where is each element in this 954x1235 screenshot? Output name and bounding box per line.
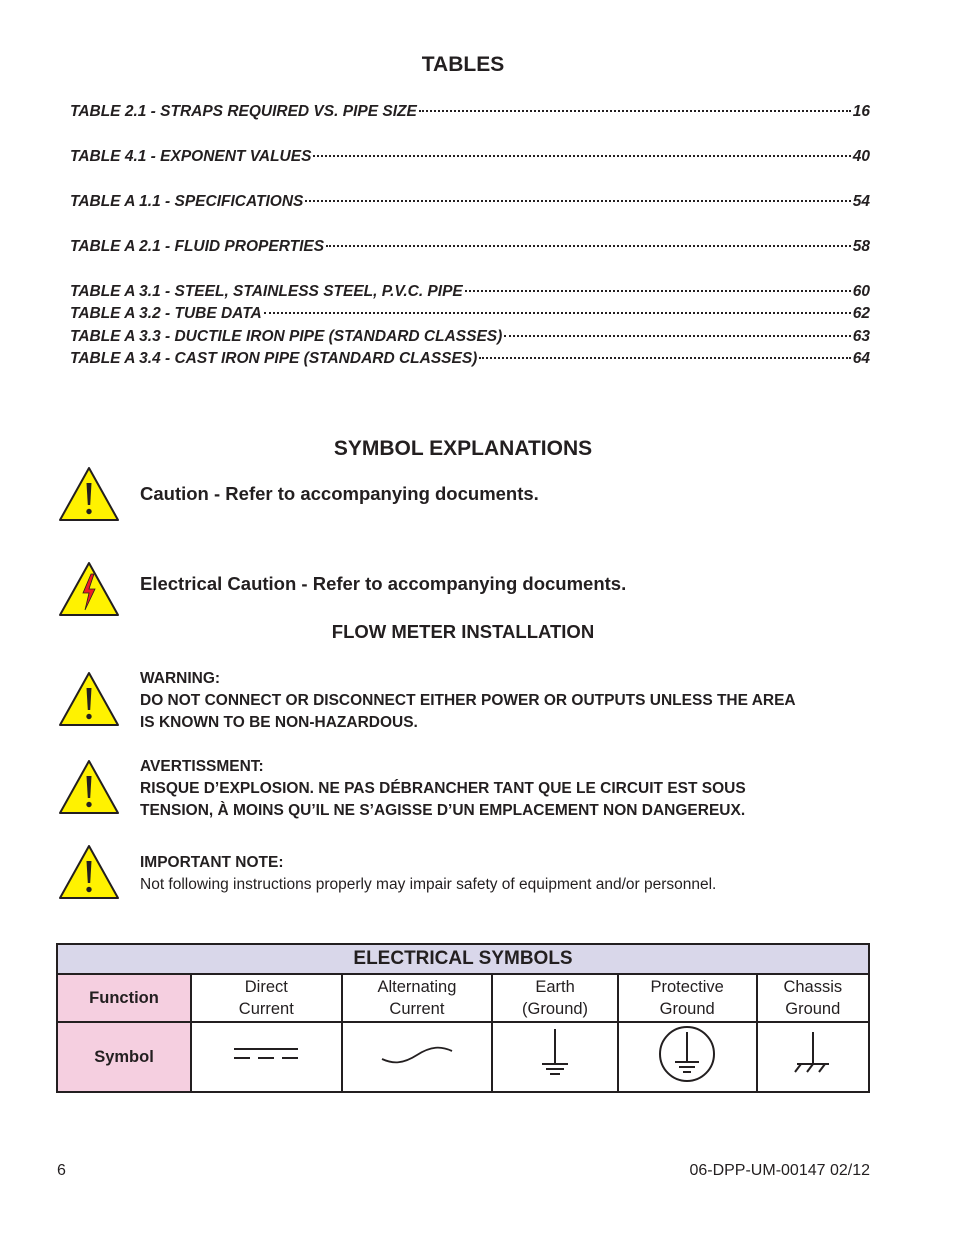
toc-entry-label: TABLE A 1.1 - SPECIFICATIONS: [70, 193, 304, 210]
page-number: 6: [57, 1162, 66, 1179]
symbol-cell: [492, 1022, 618, 1092]
important-note-block: [140, 852, 716, 896]
avertissement-line: RISQUE D’EXPLOSION. NE PAS DÉBRANCHER TANT QUE LE CIRCUIT EST SOUS: [140, 780, 746, 797]
symbol-label: Symbol: [57, 1022, 191, 1092]
warning-heading: WARNING:: [140, 670, 221, 687]
caution-warning-icon: [57, 465, 121, 523]
electrical-caution-icon: [57, 560, 121, 618]
toc-entry-page: 40: [852, 148, 870, 165]
toc-entry-label: TABLE A 3.3 - DUCTILE IRON PIPE (STANDARD CLASSES): [70, 328, 503, 345]
toc-entry-label: TABLE 2.1 - STRAPS REQUIRED VS. PIPE SIZE: [70, 103, 417, 120]
avertissement-line: TENSION, À MOINS QU’IL NE S’AGISSE D’UN EMPLACEMENT NON DANGEREUX.: [140, 802, 746, 819]
toc-entry[interactable]: [70, 282, 870, 302]
toc-entry[interactable]: [70, 192, 870, 212]
tables-title: TABLES: [421, 53, 505, 76]
installation-title: FLOW METER INSTALLATION: [331, 621, 595, 642]
important-note-icon: [57, 843, 121, 901]
symbol-cell: [618, 1022, 757, 1092]
warning-block: [140, 668, 796, 734]
avertissement-block: [140, 756, 746, 822]
caution-text: Caution - Refer to accompanying documents.: [140, 483, 539, 504]
toc-entry[interactable]: [70, 102, 870, 122]
alternating-current-icon: [377, 1042, 457, 1066]
toc-entry-page: 64: [852, 350, 870, 367]
direct-current-icon: [226, 1042, 306, 1066]
toc-entry-label: TABLE A 3.1 - STEEL, STAINLESS STEEL, P.V.C. PIPE: [70, 283, 463, 300]
symbols-title: SYMBOL EXPLANATIONS: [333, 437, 593, 460]
protective-ground-icon: [657, 1024, 717, 1084]
warning-line: IS KNOWN TO BE NON-HAZARDOUS.: [140, 714, 418, 731]
toc-entry[interactable]: [70, 349, 870, 369]
avertissement-icon: [57, 758, 121, 816]
function-cell: Earth (Ground): [492, 974, 618, 1022]
chassis-ground-icon: [791, 1028, 835, 1080]
document-id: 06-DPP-UM-00147 02/12: [689, 1162, 870, 1179]
important-note-heading: IMPORTANT NOTE:: [140, 854, 284, 871]
toc-entry[interactable]: [70, 327, 870, 347]
toc-entry[interactable]: [70, 237, 870, 257]
warning-line: DO NOT CONNECT OR DISCONNECT EITHER POWER OR OUTPUTS UNLESS THE AREA: [140, 692, 796, 709]
toc-entry-page: 58: [852, 238, 870, 255]
symbol-cell: [342, 1022, 493, 1092]
function-cell: Direct Current: [191, 974, 342, 1022]
warning-icon: [57, 670, 121, 728]
toc-entry-page: 16: [852, 103, 870, 120]
electrical-caution-text: Electrical Caution - Refer to accompanying documents.: [140, 573, 627, 594]
electrical-symbols-table: [56, 943, 870, 1093]
toc-entry-label: TABLE 4.1 - EXPONENT VALUES: [70, 148, 312, 165]
toc-entry-page: 54: [852, 193, 870, 210]
toc-entry[interactable]: [70, 147, 870, 167]
avertissement-heading: AVERTISSMENT:: [140, 758, 264, 775]
toc-entry[interactable]: [70, 304, 870, 324]
function-cell: Protective Ground: [618, 974, 757, 1022]
important-note-text: Not following instructions properly may impair safety of equipment and/or personnel.: [140, 876, 717, 893]
toc-entry-label: TABLE A 3.4 - CAST IRON PIPE (STANDARD CLASSES): [70, 350, 478, 367]
earth-ground-icon: [535, 1026, 575, 1082]
toc-entry-page: 60: [852, 283, 870, 300]
electrical-symbols-title: ELECTRICAL SYMBOLS: [57, 944, 869, 974]
symbol-cell: [757, 1022, 869, 1092]
toc-entry-label: TABLE A 2.1 - FLUID PROPERTIES: [70, 238, 325, 255]
function-cell: Alternating Current: [342, 974, 493, 1022]
toc-entry-page: 63: [852, 328, 870, 345]
function-cell: Chassis Ground: [757, 974, 869, 1022]
toc-entry-label: TABLE A 3.2 - TUBE DATA: [70, 305, 262, 322]
function-label: Function: [57, 974, 191, 1022]
toc-entry-page: 62: [852, 305, 870, 322]
symbol-cell: [191, 1022, 342, 1092]
